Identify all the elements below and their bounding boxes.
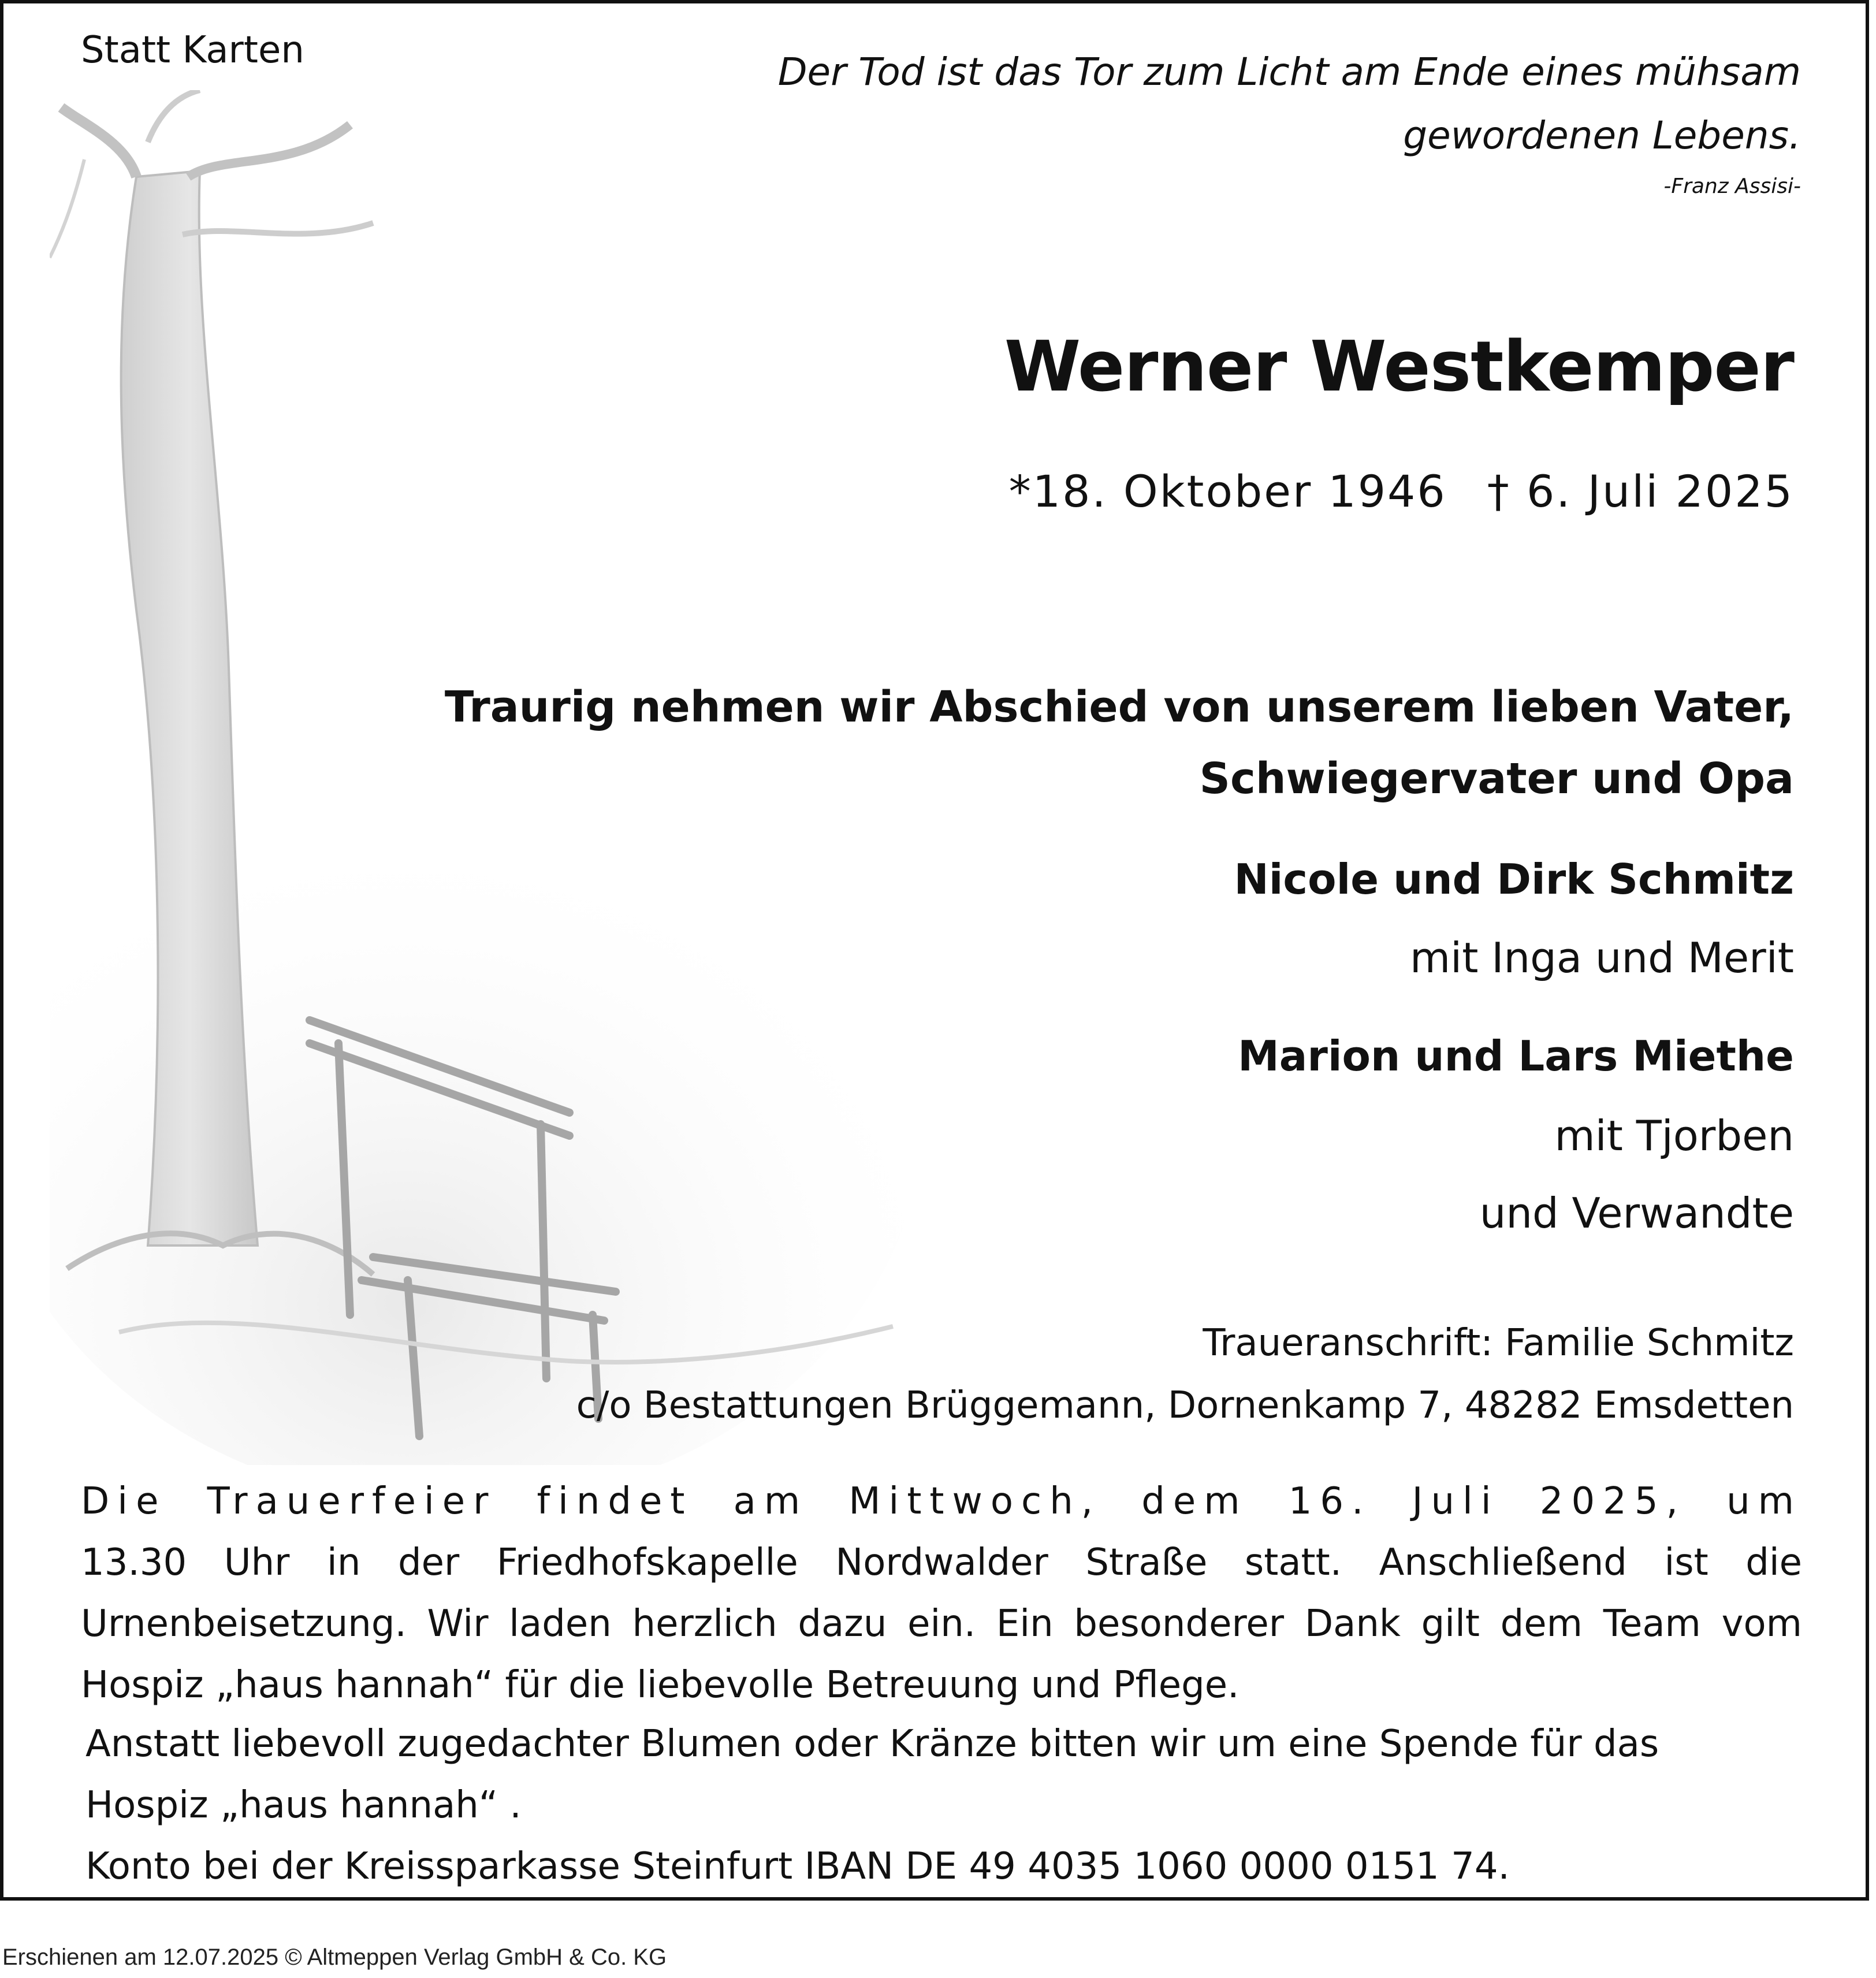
- ceremony-line-3: Urnenbeisetzung. Wir laden herzlich dazu ein. Ein besonderer Dank gilt dem Team vom: [81, 1603, 1802, 1645]
- mourner-family-2: Marion und Lars Miethe: [1238, 1032, 1794, 1080]
- farewell-intro-line-2: Schwiegervater und Opa: [1199, 754, 1794, 804]
- mourning-address-line-2: c/o Bestattungen Brüggemann, Dornenkamp 7, 48282 Emsdetten: [576, 1384, 1794, 1427]
- quote-author: -Franz Assisi-: [1663, 174, 1801, 198]
- mourner-family-1: Nicole und Dirk Schmitz: [1234, 855, 1794, 904]
- mourner-family-1-children: mit Inga und Merit: [1410, 934, 1794, 982]
- donation-line-1: Anstatt liebevoll zugedachter Blumen oder Kränze bitten wir um eine Spende für das: [85, 1723, 1659, 1765]
- mourning-address-line-1: Traueranschrift: Familie Schmitz: [1203, 1322, 1794, 1364]
- donation-line-2: Hospiz „haus hannah“ .: [85, 1784, 522, 1827]
- quote-text: Der Tod ist das Tor zum Licht am Ende eines mühsam gewordenen Lebens.: [777, 50, 1801, 158]
- ceremony-line-4: Hospiz „haus hannah“ für die liebevolle Betreuung und Pflege.: [81, 1664, 1240, 1706]
- relatives-line: und Verwandte: [1479, 1189, 1794, 1237]
- donation-paragraph: [85, 1713, 1807, 1897]
- farewell-intro: [292, 671, 1794, 815]
- ceremony-line-1: Die Trauerfeier findet am Mittwoch, dem 16. Juli 2025, um: [81, 1480, 1802, 1523]
- deceased-name: Werner Westkemper: [1004, 327, 1794, 407]
- publication-footer: Erschienen am 12.07.2025 © Altmeppen Verlag GmbH & Co. KG: [2, 1944, 667, 1970]
- ceremony-paragraph: [81, 1471, 1802, 1716]
- statt-karten-note: Statt Karten: [81, 29, 304, 72]
- life-dates: [1009, 466, 1794, 517]
- mourner-family-2-children: mit Tjorben: [1554, 1111, 1794, 1160]
- death-date: † 6. Juli 2025: [1487, 466, 1794, 517]
- donation-line-3: Konto bei der Kreissparkasse Steinfurt IBAN DE 49 4035 1060 0000 0151 74.: [85, 1845, 1510, 1888]
- birth-date: *18. Oktober 1946: [1008, 466, 1447, 517]
- farewell-intro-line-1: Traurig nehmen wir Abschied von unserem lieben Vater,: [444, 682, 1794, 732]
- ceremony-line-2: 13.30 Uhr in der Friedhofskapelle Nordwalder Straße statt. Anschließend ist die: [81, 1541, 1802, 1584]
